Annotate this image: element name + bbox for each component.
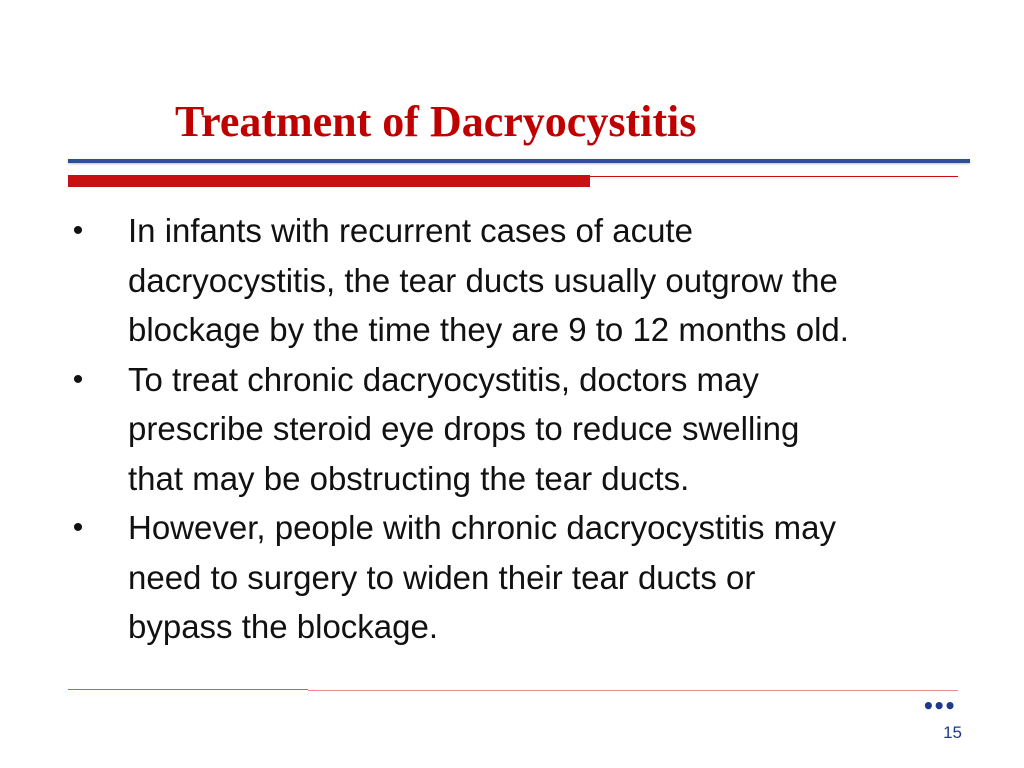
- footer-rule-left: [68, 689, 308, 690]
- footer-rule-right: [308, 690, 958, 691]
- bullet-line: blockage by the time they are 9 to 12 months old.: [128, 311, 849, 348]
- bullet-item: [68, 503, 968, 652]
- bullet-item: [68, 206, 968, 355]
- bullet-line: In infants with recurrent cases of acute: [128, 212, 693, 249]
- bullet-list: [68, 206, 968, 652]
- bullet-icon: •: [72, 362, 84, 396]
- slide-title: Treatment of Dacryocystitis: [175, 97, 697, 146]
- bullet-line: bypass the blockage.: [128, 608, 439, 645]
- bullet-line: To treat chronic dacryocystitis, doctors may: [128, 360, 759, 398]
- bullet-line: However, people with chronic dacryocystitis may: [128, 509, 836, 546]
- page-number: 15: [943, 723, 962, 742]
- bullet-line: dacryocystitis, the tear ducts usually outgrow the: [128, 261, 838, 299]
- bullet-line: prescribe steroid eye drops to reduce swelling: [128, 410, 800, 447]
- bullet-line: need to surgery to widen their tear ducts or: [128, 558, 756, 596]
- title-underline-blue: [68, 159, 970, 163]
- title-underline-red-thin: [590, 176, 958, 177]
- more-dots-icon: •••: [922, 694, 955, 718]
- bullet-item: [68, 355, 968, 504]
- bullet-line: that may be obstructing the tear ducts.: [128, 459, 690, 497]
- title-underline-red-thick: [68, 175, 590, 187]
- bullet-icon: •: [72, 511, 84, 544]
- bullet-icon: •: [72, 214, 84, 247]
